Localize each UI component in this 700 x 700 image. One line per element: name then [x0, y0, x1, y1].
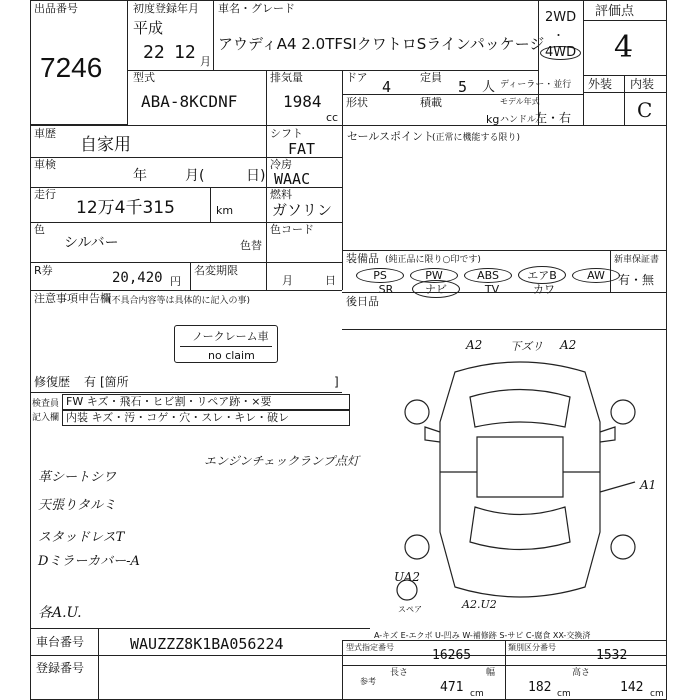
width-label: 幅 [486, 668, 496, 678]
mileage: 12万4千315 [76, 198, 175, 218]
equipment-item: PW [410, 268, 458, 283]
width-unit: cm [557, 689, 571, 699]
damage-legend: A-キズ E-エクボ U-凹み W-補修跡 S-サビ C-腐食 XX-交換済 [374, 631, 591, 640]
length: 471 [440, 680, 464, 695]
ac: WAAC [274, 170, 311, 188]
width: 182 [528, 680, 552, 695]
diagram-mark-6: A2.U2 [462, 598, 497, 611]
repair-value: 有 [84, 375, 97, 389]
height-label: 高さ [572, 668, 591, 678]
category-label: 類別区分番号 [508, 643, 556, 652]
equip-label: 装備品 [346, 252, 379, 265]
repaint-label: 色替 [240, 239, 262, 252]
caution-note: (不具合内容等は具体的に記入の事) [108, 296, 251, 306]
diagram-mark-3: A2 [560, 338, 577, 352]
ref-label: 参考 [360, 677, 376, 686]
chassis-label: 車台番号 [36, 635, 85, 649]
divider [98, 628, 99, 700]
ac-label: 冷房 [270, 158, 292, 171]
divider [30, 262, 342, 263]
divider [30, 157, 342, 158]
equipment-item: SR [378, 283, 394, 296]
roof [477, 437, 563, 497]
divider [213, 0, 214, 70]
divider [505, 640, 506, 700]
diagram-mark-4: A1 [640, 478, 657, 492]
int-row: 内装 キズ・汚・コゲ・穴・スレ・キレ・破レ [66, 411, 290, 424]
deadline-label: 名変期限 [194, 264, 238, 277]
shape-label: 形状 [346, 96, 368, 109]
spare-label: スペア [398, 605, 422, 614]
load-label: 積載 [420, 96, 442, 109]
capacity-label: 定員 [420, 71, 442, 84]
hand-note-4: Dミラーカバー-A [38, 554, 140, 569]
drive-2wd: 2WD [545, 10, 577, 25]
divider [266, 125, 267, 290]
deadline-month: 月 [282, 274, 293, 287]
equipment-item: エアB [518, 266, 566, 284]
grade-label: 評価点 [595, 4, 635, 19]
dealer-label: ディーラー・並行 [500, 80, 572, 90]
divider [210, 187, 211, 222]
mirror-right [600, 427, 615, 442]
noclaim-jp: ノークレーム車 [192, 330, 269, 343]
equipment-item: ABS [464, 268, 512, 283]
hand-note-3: スタッドレスT [38, 530, 125, 545]
kg-unit: kg [486, 113, 500, 126]
first-reg-label: 初度登録年月 [133, 2, 199, 15]
warranty: 有・無 [618, 273, 655, 287]
divider [624, 75, 625, 125]
equipment-item: PS [356, 268, 404, 283]
category: 1532 [596, 648, 628, 663]
hand-note-2: 天張りタルミ [38, 498, 117, 513]
inspection-month: 月( [185, 168, 205, 184]
diagram-mark-5: UA2 [394, 570, 421, 584]
repair-label: 修復歴 [34, 375, 71, 389]
divider [583, 20, 667, 21]
diagram-mark-2: 下ズリ [510, 340, 543, 353]
color-label: 色 [34, 223, 45, 236]
divider [342, 665, 667, 666]
shift: FAT [288, 140, 316, 158]
divider [30, 125, 667, 126]
chassis-number: WAUZZZ8K1BA056224 [130, 635, 284, 653]
divider [342, 292, 667, 293]
inspector-label: 検査員 [32, 399, 60, 409]
color: シルバー [64, 235, 119, 251]
reg-label: 登録番号 [36, 661, 85, 675]
history-label: 車歴 [34, 127, 56, 140]
equip-note: (純正品に限り○印です) [385, 255, 481, 265]
windshield [470, 390, 570, 428]
yen-unit: 円 [170, 275, 181, 288]
divider [180, 346, 272, 347]
reg-month-unit: 月 [200, 55, 211, 68]
divider [583, 0, 584, 125]
divider [583, 75, 667, 76]
mark-pointer [600, 482, 635, 492]
drive-dot: ・ [553, 29, 564, 42]
divider [30, 628, 370, 629]
fuel-label: 燃料 [270, 188, 292, 201]
reg-year: 22 [143, 42, 165, 63]
doors: 4 [382, 78, 392, 96]
repair-part: [箇所 [100, 375, 129, 389]
hand-note-1: 革シートシワ [38, 470, 117, 485]
model: ABA-8KCDNF [141, 92, 238, 111]
wheel-rear-right [611, 535, 635, 559]
car-damage-diagram [395, 332, 645, 622]
equipment-row-2 [360, 280, 570, 298]
capacity: 5 [458, 78, 468, 96]
divider [342, 70, 343, 125]
warranty-label: 新車保証書 [614, 255, 660, 265]
displacement-label: 排気量 [270, 71, 303, 84]
doors-label: ドア [346, 71, 368, 84]
car-body-outline [440, 362, 600, 597]
caution-label: 注意事項申告欄 [34, 292, 111, 305]
inspection-day: 日) [246, 168, 266, 184]
equipment-item: AW [572, 268, 620, 283]
shift-label: シフト [270, 127, 303, 140]
car-name: アウディA4 2.0TFSIクワトロSラインパッケージ [218, 35, 545, 53]
hand-note-5: 各A.U. [38, 605, 82, 621]
color-code-label: 色コード [270, 223, 314, 236]
record-label: 記入欄 [32, 413, 60, 423]
wheel-front-right [611, 400, 635, 424]
person-unit: 人 [482, 80, 496, 95]
divider [30, 290, 342, 291]
divider [30, 392, 342, 393]
fw-row: FW キズ・飛石・ヒビ割・リペア跡・×要 [66, 395, 272, 408]
ext-label: 外装 [588, 77, 613, 91]
divider [342, 94, 583, 95]
height-unit: cm [650, 689, 664, 699]
mirror-left [425, 427, 440, 442]
recycle-label: R券 [34, 264, 53, 277]
handle-label: ハンドル [500, 115, 537, 125]
divider [342, 640, 343, 700]
repair-bracket: ] [334, 375, 339, 389]
divider [30, 187, 342, 188]
handle-value: 左・右 [535, 111, 572, 125]
car-name-label: 車名・グレード [218, 2, 295, 15]
type-designation-label: 型式指定番号 [346, 643, 394, 652]
divider [266, 70, 267, 125]
equipment-item: カワ [533, 283, 555, 296]
divider [342, 125, 343, 290]
cc-unit: cc [326, 111, 339, 124]
divider [583, 92, 667, 93]
divider [342, 329, 667, 330]
drive-4wd: 4WD [540, 46, 581, 60]
equipment-item: ナビ [412, 280, 460, 298]
model-year-label: モデル年式 [500, 97, 540, 106]
lot-number: 7246 [40, 52, 103, 83]
length-unit: cm [470, 689, 484, 699]
height: 142 [620, 680, 644, 695]
int-label: 内装 [630, 77, 655, 91]
mileage-label: 走行 [34, 188, 56, 201]
era: 平成 [133, 19, 164, 37]
displacement: 1984 [283, 92, 322, 111]
wheel-front-left [405, 400, 429, 424]
grade-value: 4 [614, 30, 634, 65]
engine-note: エンジンチェックランプ点灯 [204, 454, 360, 468]
length-label: 長さ [390, 668, 409, 678]
inspection-year: 年 [133, 168, 147, 184]
divider [128, 70, 538, 71]
wheel-rear-left [405, 535, 429, 559]
deadline-day: 日 [325, 274, 336, 287]
history: 自家用 [80, 135, 131, 155]
km-unit: km [216, 204, 234, 217]
recycle: 20,420 [112, 270, 163, 286]
reg-month: 12 [174, 42, 196, 63]
divider [342, 250, 667, 251]
divider [30, 655, 667, 656]
noclaim-en: no claim [208, 349, 255, 362]
equipment-item: TV [484, 283, 500, 296]
sales-note: (正常に機能する限り) [432, 133, 521, 143]
lot-label: 出品番号 [34, 2, 78, 15]
rear-window [470, 507, 570, 550]
sales-label: セールスポイント [347, 130, 435, 143]
rear-seat-label: 後日品 [346, 295, 379, 308]
divider [190, 262, 191, 290]
type-designation: 16265 [432, 648, 472, 663]
inspection-label: 車検 [34, 158, 56, 171]
interior-grade: C [637, 98, 653, 122]
model-label: 型式 [133, 71, 155, 84]
fuel: ガソリン [272, 201, 333, 219]
diagram-mark-1: A2 [466, 338, 483, 352]
